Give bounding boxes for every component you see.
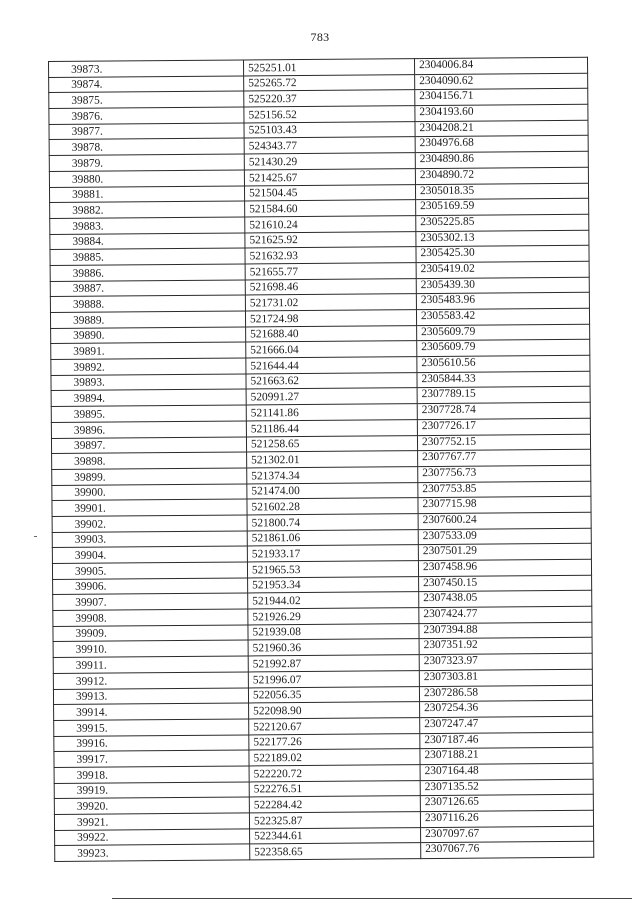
northing-cell: 2307135.52 bbox=[420, 779, 593, 796]
easting-cell: 521800.74 bbox=[247, 514, 418, 531]
northing-cell: 2305483.96 bbox=[416, 293, 589, 310]
northing-cell: 2307501.29 bbox=[418, 544, 591, 561]
northing-cell: 2307450.15 bbox=[419, 575, 592, 592]
northing-cell: 2305844.33 bbox=[417, 371, 590, 388]
easting-cell: 522276.51 bbox=[249, 780, 420, 797]
easting-cell: 521632.93 bbox=[245, 247, 416, 264]
northing-cell: 2307116.26 bbox=[420, 810, 593, 827]
northing-cell: 2307753.85 bbox=[418, 481, 591, 498]
point-id-cell: 39875. bbox=[49, 91, 244, 108]
point-id-cell: 39880. bbox=[49, 170, 244, 187]
easting-cell: 521944.02 bbox=[248, 592, 419, 609]
easting-cell: 522189.02 bbox=[249, 749, 420, 766]
northing-cell: 2305583.42 bbox=[416, 308, 589, 325]
point-id-cell: 39887. bbox=[50, 280, 245, 297]
point-id-cell: 39883. bbox=[50, 217, 245, 234]
easting-cell: 522344.61 bbox=[250, 827, 421, 844]
easting-cell: 525103.43 bbox=[244, 121, 415, 138]
northing-cell: 2307458.96 bbox=[418, 559, 591, 576]
easting-cell: 522220.72 bbox=[249, 765, 420, 782]
point-id-cell: 39902. bbox=[52, 515, 247, 532]
easting-cell: 522098.90 bbox=[249, 702, 420, 719]
point-id-cell: 39894. bbox=[51, 389, 246, 406]
northing-cell: 2305225.85 bbox=[416, 214, 589, 231]
easting-cell: 522358.65 bbox=[250, 843, 421, 860]
northing-cell: 2307767.77 bbox=[418, 449, 591, 466]
point-id-cell: 39888. bbox=[50, 295, 245, 312]
easting-cell: 521425.67 bbox=[244, 168, 415, 185]
point-id-cell: 39897. bbox=[51, 436, 246, 453]
point-id-cell: 39873. bbox=[49, 60, 244, 77]
point-id-cell: 39891. bbox=[51, 342, 246, 359]
northing-cell: 2305018.35 bbox=[415, 183, 588, 200]
easting-cell: 521965.53 bbox=[247, 561, 418, 578]
point-id-cell: 39896. bbox=[51, 421, 246, 438]
easting-cell: 521504.45 bbox=[244, 184, 415, 201]
northing-cell: 2305609.79 bbox=[417, 324, 590, 341]
easting-cell: 521186.44 bbox=[246, 419, 417, 436]
point-id-cell: 39893. bbox=[51, 374, 246, 391]
easting-cell: 521474.00 bbox=[247, 482, 418, 499]
point-id-cell: 39885. bbox=[50, 248, 245, 265]
easting-cell: 521374.34 bbox=[247, 466, 418, 483]
northing-cell: 2307533.09 bbox=[418, 528, 591, 545]
point-id-cell: 39916. bbox=[54, 735, 249, 752]
easting-cell: 521688.40 bbox=[246, 325, 417, 342]
easting-cell: 521610.24 bbox=[245, 215, 416, 232]
easting-cell: 521302.01 bbox=[247, 451, 418, 468]
northing-cell: 2304976.68 bbox=[415, 136, 588, 153]
point-id-cell: 39884. bbox=[50, 233, 245, 250]
northing-cell: 2307067.76 bbox=[421, 842, 594, 859]
northing-cell: 2305169.59 bbox=[416, 198, 589, 215]
bottom-rule bbox=[112, 898, 632, 899]
easting-cell: 521996.07 bbox=[248, 670, 419, 687]
point-id-cell: 39911. bbox=[53, 656, 248, 673]
easting-cell: 521960.36 bbox=[248, 639, 419, 656]
page-number: 783 bbox=[310, 30, 330, 44]
easting-cell: 521644.44 bbox=[246, 357, 417, 374]
easting-cell: 521430.29 bbox=[244, 153, 415, 170]
easting-cell: 522056.35 bbox=[248, 686, 419, 703]
northing-cell: 2304890.72 bbox=[415, 167, 588, 184]
point-id-cell: 39876. bbox=[49, 107, 244, 124]
point-id-cell: 39881. bbox=[49, 185, 244, 202]
point-id-cell: 39877. bbox=[49, 123, 244, 140]
easting-cell: 525156.52 bbox=[244, 106, 415, 123]
point-id-cell: 39907. bbox=[53, 593, 248, 610]
easting-cell: 521953.34 bbox=[248, 576, 419, 593]
point-id-cell: 39914. bbox=[54, 703, 249, 720]
easting-cell: 525251.01 bbox=[243, 59, 414, 76]
easting-cell: 521666.04 bbox=[246, 341, 417, 358]
northing-cell: 2307789.15 bbox=[417, 387, 590, 404]
northing-cell: 2305609.79 bbox=[417, 340, 590, 357]
coordinate-table bbox=[48, 57, 594, 862]
northing-cell: 2304006.84 bbox=[414, 57, 587, 74]
point-id-cell: 39918. bbox=[54, 766, 249, 783]
point-id-cell: 39903. bbox=[52, 531, 247, 548]
point-id-cell: 39899. bbox=[52, 468, 247, 485]
northing-cell: 2305425.30 bbox=[416, 246, 589, 263]
northing-cell: 2305439.30 bbox=[416, 277, 589, 294]
easting-cell: 522177.26 bbox=[249, 733, 420, 750]
northing-cell: 2307394.88 bbox=[419, 622, 592, 639]
easting-cell: 521698.46 bbox=[245, 278, 416, 295]
point-id-cell: 39919. bbox=[54, 782, 249, 799]
easting-cell: 521141.86 bbox=[246, 404, 417, 421]
northing-cell: 2307286.58 bbox=[419, 685, 592, 702]
easting-cell: 521663.62 bbox=[246, 372, 417, 389]
easting-cell: 521584.60 bbox=[245, 200, 416, 217]
point-id-cell: 39904. bbox=[52, 546, 247, 563]
northing-cell: 2307728.74 bbox=[417, 402, 590, 419]
northing-cell: 2305610.56 bbox=[417, 355, 590, 372]
margin-mark bbox=[34, 536, 37, 537]
northing-cell: 2304890.86 bbox=[415, 151, 588, 168]
point-id-cell: 39921. bbox=[54, 813, 249, 830]
easting-cell: 524343.77 bbox=[244, 137, 415, 154]
table-row bbox=[55, 842, 594, 862]
point-id-cell: 39910. bbox=[53, 640, 248, 657]
point-id-cell: 39895. bbox=[51, 405, 246, 422]
northing-cell: 2307351.92 bbox=[419, 638, 592, 655]
point-id-cell: 39898. bbox=[52, 452, 247, 469]
northing-cell: 2304208.21 bbox=[415, 120, 588, 137]
northing-cell: 2307247.47 bbox=[420, 716, 593, 733]
point-id-cell: 39886. bbox=[50, 264, 245, 281]
northing-cell: 2304156.71 bbox=[415, 89, 588, 106]
northing-cell: 2307188.21 bbox=[420, 747, 593, 764]
easting-cell: 522284.42 bbox=[249, 796, 420, 813]
northing-cell: 2304090.62 bbox=[415, 73, 588, 90]
point-id-cell: 39923. bbox=[55, 844, 250, 861]
northing-cell: 2305302.13 bbox=[416, 230, 589, 247]
point-id-cell: 39920. bbox=[54, 797, 249, 814]
easting-cell: 521655.77 bbox=[245, 263, 416, 280]
easting-cell: 525265.72 bbox=[244, 74, 415, 91]
northing-cell: 2307600.24 bbox=[418, 512, 591, 529]
point-id-cell: 39878. bbox=[49, 138, 244, 155]
point-id-cell: 39890. bbox=[51, 327, 246, 344]
easting-cell: 525220.37 bbox=[244, 90, 415, 107]
point-id-cell: 39901. bbox=[52, 499, 247, 516]
point-id-cell: 39874. bbox=[49, 76, 244, 93]
easting-cell: 521926.29 bbox=[248, 608, 419, 625]
easting-cell: 520991.27 bbox=[246, 388, 417, 405]
point-id-cell: 39889. bbox=[50, 311, 245, 328]
northing-cell: 2307726.17 bbox=[417, 418, 590, 435]
northing-cell: 2307254.36 bbox=[420, 700, 593, 717]
point-id-cell: 39879. bbox=[49, 154, 244, 171]
easting-cell: 522120.67 bbox=[249, 717, 420, 734]
easting-cell: 521939.08 bbox=[248, 623, 419, 640]
easting-cell: 521258.65 bbox=[246, 435, 417, 452]
northing-cell: 2307438.05 bbox=[419, 591, 592, 608]
point-id-cell: 39900. bbox=[52, 484, 247, 501]
easting-cell: 522325.87 bbox=[249, 812, 420, 829]
northing-cell: 2307424.77 bbox=[419, 606, 592, 623]
point-id-cell: 39913. bbox=[53, 687, 248, 704]
point-id-cell: 39892. bbox=[51, 358, 246, 375]
northing-cell: 2307752.15 bbox=[417, 434, 590, 451]
northing-cell: 2307303.81 bbox=[419, 669, 592, 686]
point-id-cell: 39912. bbox=[53, 672, 248, 689]
point-id-cell: 39922. bbox=[55, 829, 250, 846]
coordinate-table-wrapper bbox=[48, 57, 562, 862]
point-id-cell: 39915. bbox=[54, 719, 249, 736]
coordinate-table-body bbox=[49, 57, 594, 861]
point-id-cell: 39909. bbox=[53, 625, 248, 642]
northing-cell: 2307097.67 bbox=[421, 826, 594, 843]
northing-cell: 2307126.65 bbox=[420, 795, 593, 812]
easting-cell: 521625.92 bbox=[245, 231, 416, 248]
northing-cell: 2307164.48 bbox=[420, 763, 593, 780]
easting-cell: 521602.28 bbox=[247, 498, 418, 515]
point-id-cell: 39908. bbox=[53, 609, 248, 626]
point-id-cell: 39882. bbox=[50, 201, 245, 218]
point-id-cell: 39917. bbox=[54, 750, 249, 767]
easting-cell: 521992.87 bbox=[248, 655, 419, 672]
easting-cell: 521861.06 bbox=[247, 529, 418, 546]
northing-cell: 2307187.46 bbox=[420, 732, 593, 749]
easting-cell: 521724.98 bbox=[245, 310, 416, 327]
northing-cell: 2305419.02 bbox=[416, 261, 589, 278]
northing-cell: 2307756.73 bbox=[418, 465, 591, 482]
easting-cell: 521933.17 bbox=[247, 545, 418, 562]
northing-cell: 2307323.97 bbox=[419, 653, 592, 670]
northing-cell: 2307715.98 bbox=[418, 496, 591, 513]
point-id-cell: 39905. bbox=[52, 562, 247, 579]
northing-cell: 2304193.60 bbox=[415, 104, 588, 121]
easting-cell: 521731.02 bbox=[245, 294, 416, 311]
point-id-cell: 39906. bbox=[53, 578, 248, 595]
